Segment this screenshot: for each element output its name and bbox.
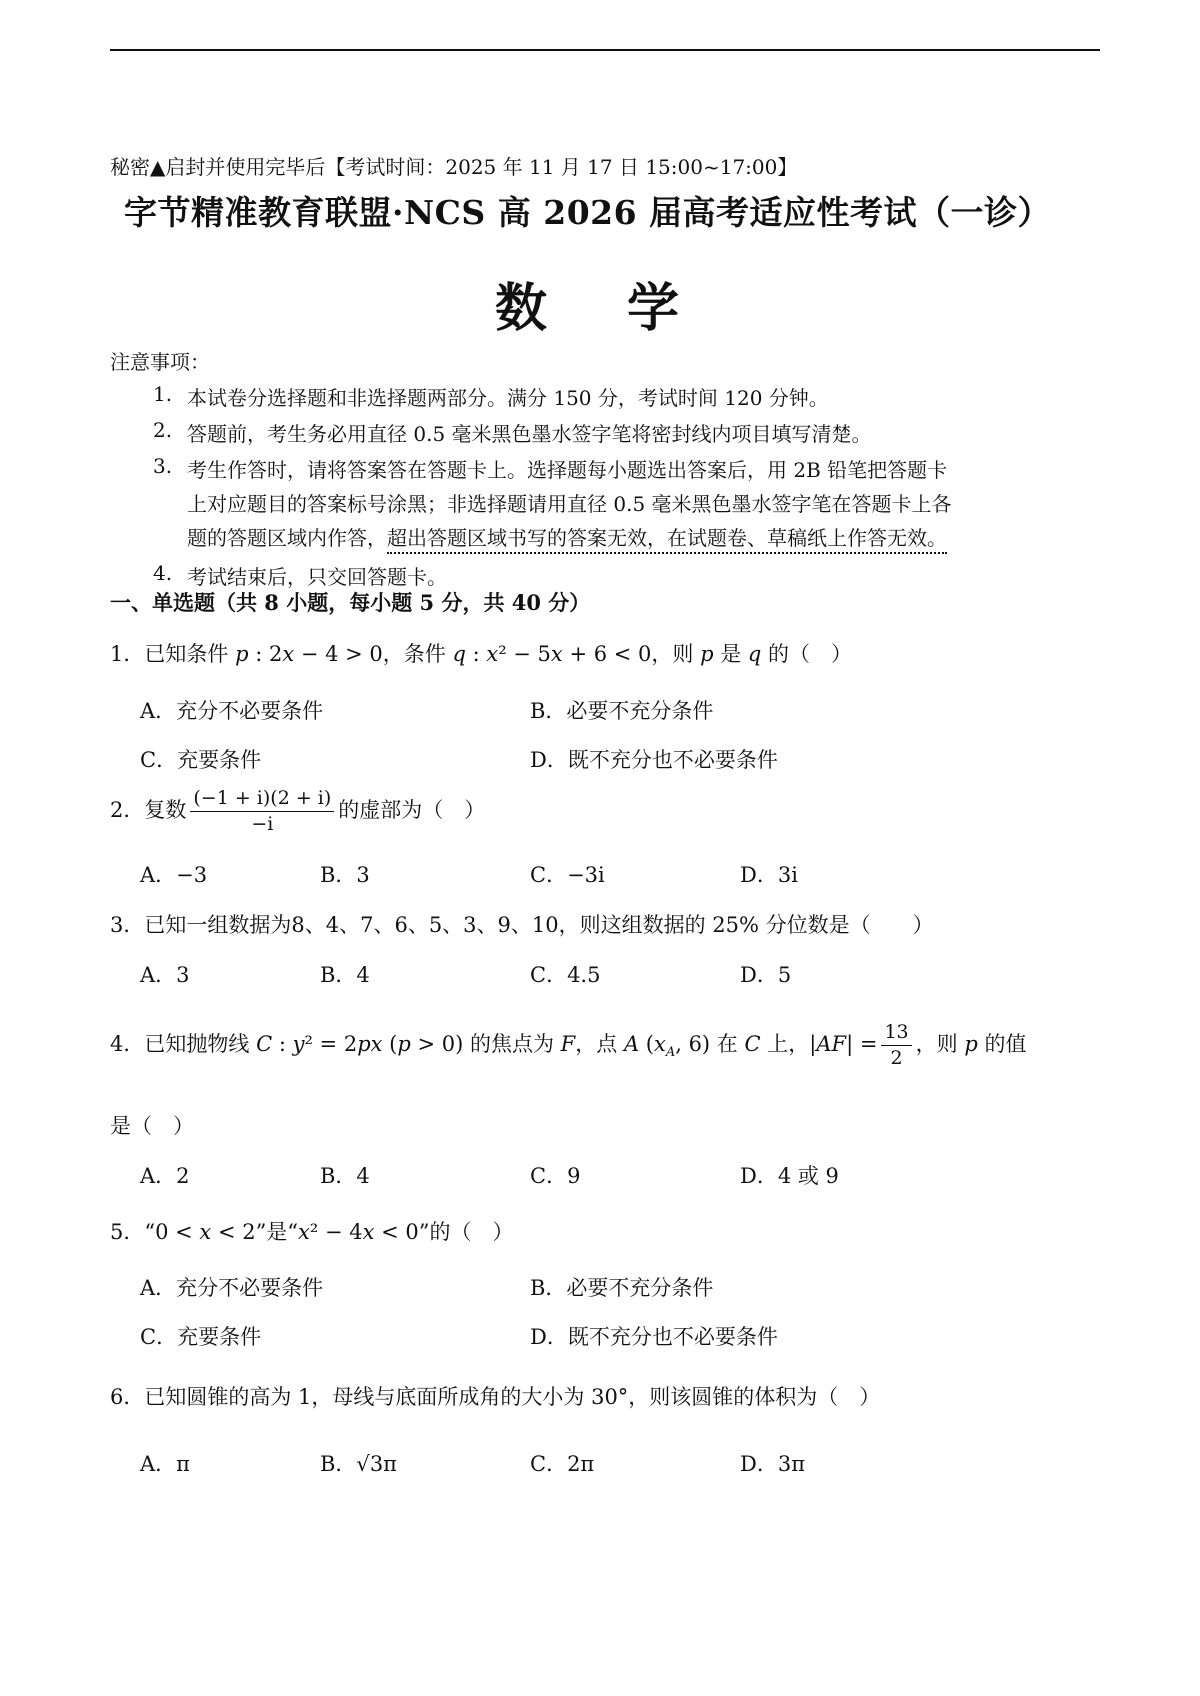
math-var: x: [199, 1220, 212, 1244]
math-var: q: [452, 642, 466, 666]
q1-option-b: B．必要不充分条件: [530, 699, 714, 723]
question-5: [110, 1216, 514, 1246]
stem-text: 已知圆锥的高为 1，母线与底面所成角的大小为 30°，则该圆锥的体积为（ ）: [144, 1385, 881, 1409]
stem-text: : 2: [248, 642, 283, 666]
q3-option-c: C．4.5: [530, 963, 601, 987]
stem-text: < 0”的（ ）: [374, 1220, 514, 1244]
stem-text: 复数: [144, 798, 187, 822]
notice-heading: 注意事项：: [110, 350, 210, 374]
q5-option-a: A．充分不必要条件: [140, 1276, 324, 1300]
notice-text: 本试卷分选择题和非选择题两部分。满分 150 分，考试时间 120 分钟。: [187, 386, 829, 410]
stem-text: < 2”是“: [211, 1220, 299, 1244]
q6-option-b: B．√3π: [320, 1452, 397, 1476]
stem-text: 已知抛物线: [144, 1032, 257, 1056]
notice-number: 4.: [153, 561, 173, 585]
notice-item-3-line-2: 上对应题目的答案标号涂黑；非选择题请用直径 0.5 毫米黑色墨水签字笔在答题卡上各: [187, 492, 952, 516]
notice-emphasis: 超出答题区域书写的答案无效，在试题卷、草稿纸上作答无效。: [387, 526, 947, 554]
math-var: x: [282, 642, 295, 666]
q3-option-a: A．3: [140, 963, 190, 987]
stem-text: 的（ ）: [761, 642, 853, 666]
question-number: 3．: [110, 913, 145, 937]
stem-text: ，则: [915, 1032, 965, 1056]
math-var: px: [357, 1032, 383, 1056]
q2-option-d: D．3i: [740, 863, 798, 887]
stem-text: 的虚部为（ ）: [338, 798, 486, 822]
notice-number: 2.: [153, 418, 173, 442]
q4-option-b: B．4: [320, 1164, 370, 1188]
q6-option-a: A．π: [140, 1452, 190, 1476]
math-var: x: [550, 642, 563, 666]
math-var: y: [292, 1032, 305, 1056]
fraction-denominator: 2: [890, 1047, 903, 1069]
math-var: p: [964, 1032, 978, 1056]
top-rule: [110, 49, 1100, 51]
stem-text: (: [639, 1032, 654, 1056]
q5-option-b: B．必要不充分条件: [530, 1276, 714, 1300]
notice-text: 考生作答时，请将答案答在答题卡上。选择题每小题选出答案后，用 2B 铅笔把答题卡: [187, 458, 948, 482]
stem-text: 的值: [977, 1032, 1027, 1056]
fraction-denominator: −i: [251, 813, 274, 835]
math-var: q: [747, 642, 762, 666]
math-var: p: [397, 1032, 411, 1056]
q2-option-c: C．−3i: [530, 863, 605, 887]
stem-text: (: [382, 1032, 398, 1056]
math-var: C: [256, 1032, 273, 1056]
stem-text: − 4 > 0，条件: [294, 642, 453, 666]
question-1: [110, 638, 852, 668]
section-heading: 一、单选题（共 8 小题，每小题 5 分，共 40 分）: [110, 590, 591, 615]
q4-option-d: D．4 或 9: [740, 1164, 839, 1188]
question-number: 2．: [110, 798, 145, 822]
math-var: x: [298, 1220, 310, 1244]
stem-text: 已知一组数据为8、4、7、6、5、3、9、10，则这组数据的 25% 分位数是（ ）: [144, 913, 934, 937]
stem-text: , 6) 在: [675, 1032, 745, 1056]
notice-number: 1.: [153, 382, 173, 406]
stem-text: 已知条件: [144, 642, 236, 666]
q6-option-d: D．3π: [740, 1452, 805, 1476]
question-number: 6．: [110, 1385, 145, 1409]
stem-text: :: [465, 642, 487, 666]
question-4-continued: 是（ ）: [110, 1114, 194, 1138]
stem-text: | =: [846, 1032, 878, 1056]
subject-title: 数学: [495, 278, 760, 339]
q4-option-c: C．9: [530, 1164, 581, 1188]
stem-text: ² = 2: [304, 1032, 358, 1056]
stem-text: “0 <: [144, 1220, 200, 1244]
q1-option-c: C．充要条件: [140, 748, 262, 772]
notice-text: 考试结束后，只交回答题卡。: [187, 565, 447, 589]
q6-option-c: C．2π: [530, 1452, 595, 1476]
stem-text: 上，|: [760, 1032, 817, 1056]
exam-title: 字节精准教育联盟·NCS 高 2026 届高考适应性考试（一诊）: [124, 193, 1052, 232]
math-var: x: [486, 642, 499, 666]
q3-option-b: B．4: [320, 963, 370, 987]
math-var: x: [362, 1220, 375, 1244]
question-2: [110, 786, 485, 837]
math-var: C: [744, 1032, 761, 1056]
math-subscript: A: [665, 1045, 676, 1061]
fraction-numerator: (−1 + i)(2 + i): [190, 786, 334, 812]
math-var: F: [560, 1032, 576, 1056]
math-var: p: [700, 642, 714, 666]
stem-text: 是: [713, 642, 748, 666]
math-var: x: [653, 1032, 666, 1056]
question-6: [110, 1381, 880, 1411]
q1-option-a: A．充分不必要条件: [140, 699, 324, 723]
notice-text: 答题前，考生务必用直径 0.5 毫米黑色墨水签字笔将密封线内项目填写清楚。: [187, 422, 872, 446]
question-number: 5．: [110, 1220, 145, 1244]
notice-item-3-line-3: [187, 522, 947, 551]
q4-option-a: A．2: [140, 1164, 190, 1188]
stem-text: + 6 < 0，则: [562, 642, 701, 666]
question-number: 4．: [110, 1032, 145, 1056]
q5-option-c: C．充要条件: [140, 1325, 262, 1349]
stem-text: ，点: [575, 1032, 624, 1056]
q1-option-d: D．既不充分也不必要条件: [530, 748, 778, 772]
secret-line: 秘密▲启封并使用完毕后【考试时间：2025 年 11 月 17 日 15:00~17:00】: [110, 155, 798, 179]
fraction: [881, 1020, 911, 1071]
fraction: [190, 786, 334, 837]
question-4: [110, 1020, 1026, 1071]
stem-text: :: [272, 1032, 293, 1056]
q2-option-b: B．3: [320, 863, 370, 887]
q3-option-d: D．5: [740, 963, 792, 987]
math-var: p: [235, 642, 249, 666]
question-3: [110, 909, 934, 939]
notice-number: 3.: [153, 454, 173, 478]
math-var: A: [623, 1032, 640, 1056]
fraction-numerator: 13: [881, 1020, 911, 1046]
stem-text: > 0) 的焦点为: [410, 1032, 561, 1056]
question-number: 1．: [110, 642, 145, 666]
notice-text: 题的答题区域内作答，: [187, 526, 387, 550]
q5-option-d: D．既不充分也不必要条件: [530, 1325, 778, 1349]
stem-text: ² − 5: [498, 642, 551, 666]
stem-text: ² − 4: [309, 1220, 363, 1244]
math-var: AF: [816, 1032, 847, 1056]
q2-option-a: A．−3: [140, 863, 208, 887]
